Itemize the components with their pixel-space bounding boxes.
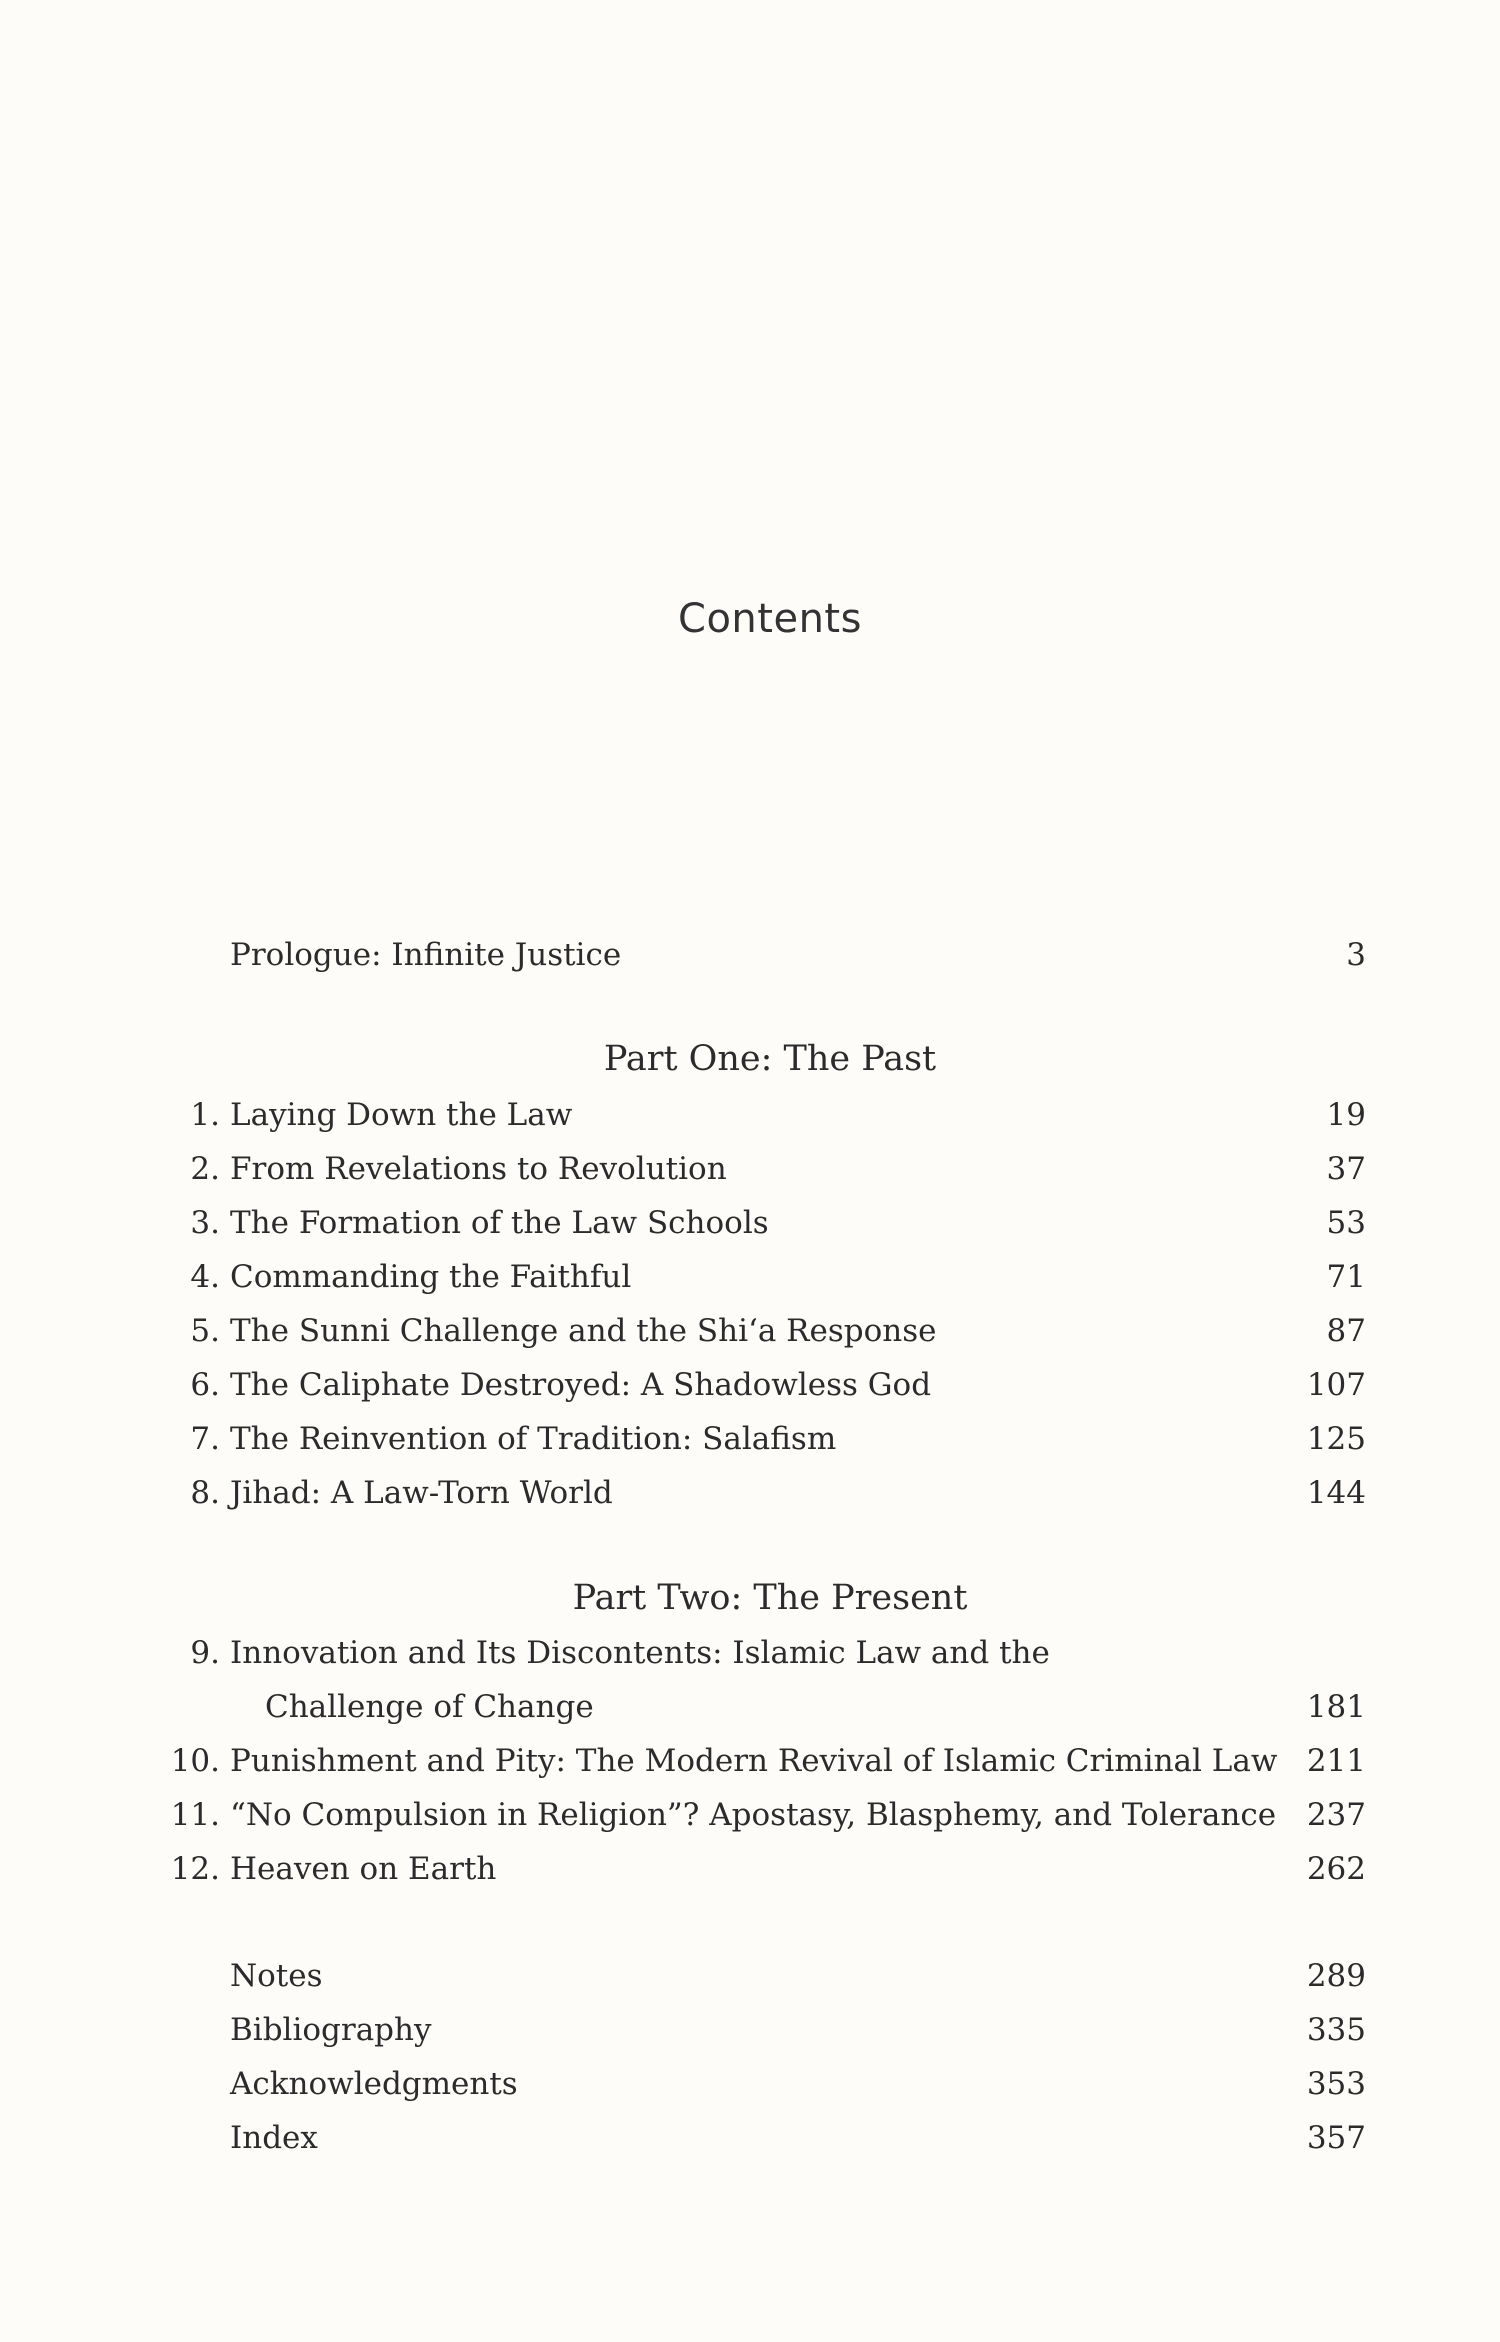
toc-entry-2[interactable] (160, 1144, 1366, 1194)
entry-page: 335 (1306, 2012, 1366, 2048)
entry-page: 3 (1346, 937, 1366, 973)
entry-title-continued: Challenge of Change (265, 1689, 594, 1725)
toc-entry-bibliography[interactable] (160, 2005, 1366, 2055)
toc-entry-11[interactable] (160, 1790, 1366, 1840)
entry-page: 53 (1326, 1205, 1366, 1241)
entry-number: 1. (190, 1097, 220, 1133)
entry-page: 289 (1306, 1958, 1366, 1994)
toc-entry-acknowledgments[interactable] (160, 2059, 1366, 2109)
entry-number: 7. (190, 1421, 220, 1457)
entry-title: Notes (230, 1958, 323, 1994)
toc-entry-1[interactable] (160, 1090, 1366, 1140)
entry-title: Prologue: Infinite Justice (230, 937, 622, 973)
entry-title: Heaven on Earth (230, 1851, 497, 1887)
toc-entry-9-continued[interactable] (160, 1682, 1366, 1732)
entry-title: The Formation of the Law Schools (230, 1205, 769, 1241)
entry-page: 107 (1306, 1367, 1366, 1403)
entry-title: Punishment and Pity: The Modern Revival of Islamic Criminal Law (230, 1743, 1278, 1779)
toc-entry-notes[interactable] (160, 1951, 1366, 2001)
entry-number: 8. (190, 1475, 220, 1511)
toc-entry-3[interactable] (160, 1198, 1366, 1248)
entry-page: 87 (1326, 1313, 1366, 1349)
entry-title: The Reinvention of Tradition: Salafism (230, 1421, 837, 1457)
toc-entry-index[interactable] (160, 2113, 1366, 2163)
entry-number: 11. (170, 1797, 220, 1833)
entry-title: The Caliphate Destroyed: A Shadowless God (230, 1367, 932, 1403)
part-two-heading: Part Two: The Present (572, 1578, 968, 1618)
toc-entry-4[interactable] (160, 1252, 1366, 1302)
toc-entry-9[interactable] (160, 1628, 1366, 1678)
entry-title: The Sunni Challenge and the Shi‘a Response (230, 1313, 937, 1349)
entry-page: 144 (1306, 1475, 1366, 1511)
entry-number: 4. (190, 1259, 220, 1295)
toc-entry-prologue[interactable] (160, 930, 1366, 980)
entry-page: 353 (1306, 2066, 1366, 2102)
entry-title: Bibliography (230, 2012, 432, 2048)
entry-title: Laying Down the Law (230, 1097, 573, 1133)
toc-entry-12[interactable] (160, 1844, 1366, 1894)
toc-entry-10[interactable] (160, 1736, 1366, 1786)
entry-page: 211 (1306, 1743, 1366, 1779)
entry-page: 181 (1306, 1689, 1366, 1725)
entry-title: Acknowledgments (230, 2066, 518, 2102)
entry-number: 3. (190, 1205, 220, 1241)
toc-entry-6[interactable] (160, 1360, 1366, 1410)
entry-title: Innovation and Its Discontents: Islamic Law and the (230, 1635, 1050, 1671)
page-title: Contents (678, 596, 862, 642)
entry-page: 237 (1306, 1797, 1366, 1833)
entry-title: Index (230, 2120, 318, 2156)
entry-page: 125 (1306, 1421, 1366, 1457)
toc-entry-5[interactable] (160, 1306, 1366, 1356)
entry-title: “No Compulsion in Religion”? Apostasy, Blasphemy, and Tolerance (230, 1797, 1277, 1833)
entry-title: Commanding the Faithful (230, 1259, 632, 1295)
entry-title: Jihad: A Law-Torn World (230, 1475, 613, 1511)
part-one-heading: Part One: The Past (603, 1039, 937, 1079)
entry-page: 37 (1326, 1151, 1366, 1187)
entry-number: 5. (190, 1313, 220, 1349)
entry-page: 262 (1306, 1851, 1366, 1887)
entry-page: 357 (1306, 2120, 1366, 2156)
toc-entry-7[interactable] (160, 1414, 1366, 1464)
entry-number: 2. (190, 1151, 220, 1187)
entry-page: 19 (1326, 1097, 1366, 1133)
entry-number: 6. (190, 1367, 220, 1403)
entry-page: 71 (1326, 1259, 1366, 1295)
entry-number: 9. (190, 1635, 220, 1671)
entry-number: 10. (170, 1743, 220, 1779)
toc-entry-8[interactable] (160, 1468, 1366, 1518)
entry-number: 12. (170, 1851, 220, 1887)
entry-title: From Revelations to Revolution (230, 1151, 727, 1187)
